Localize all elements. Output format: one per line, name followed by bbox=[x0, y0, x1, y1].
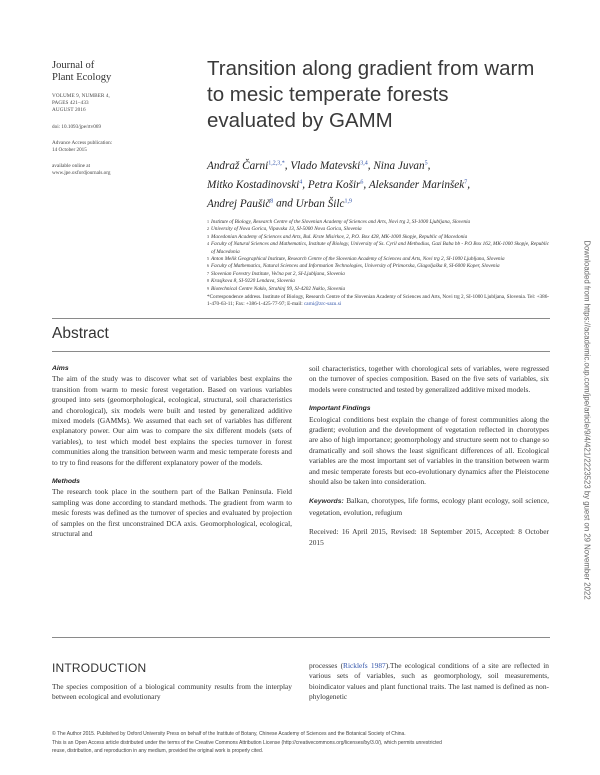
affiliations bbox=[207, 219, 552, 309]
abstract-heading-divider bbox=[52, 351, 550, 352]
affiliation-number: 1 bbox=[207, 219, 209, 224]
author bbox=[207, 198, 273, 210]
intro-right-pre: processes ( bbox=[309, 661, 344, 670]
author bbox=[296, 198, 352, 210]
journal-name-line2: Plant Ecology bbox=[52, 72, 112, 83]
correspondence-text: *Correspondence address. Institute of Biology, Research Centre of the Slovenian Academy of Sciences and Arts, Novi trg 2, SI-1000 Ljubljana, Slovenia. Tel: +386-1-470-63-11; Fax: +386-1-425-77-97; E-mail: bbox=[207, 294, 550, 308]
author-name: Petra Košir bbox=[307, 178, 361, 191]
methods-heading: Methods bbox=[52, 478, 80, 486]
author-separator: , bbox=[467, 178, 471, 191]
abstract-heading: Abstract bbox=[52, 325, 109, 342]
download-sidebar bbox=[580, 190, 594, 650]
affiliation bbox=[207, 226, 552, 233]
affiliation-text: Biotechnical Centre Naklo, Strahinj 99, SI-4202 Naklo, Slovenia bbox=[211, 285, 346, 292]
author-affiliation-marks[interactable]: 8 bbox=[270, 198, 274, 205]
aims-heading: Aims bbox=[52, 365, 69, 372]
introduction-right-text bbox=[309, 661, 549, 703]
issue-volume: VOLUME 9, NUMBER 4, bbox=[52, 93, 110, 99]
author-affiliation-marks[interactable]: 4 bbox=[299, 179, 303, 186]
author-name: Andrej Paušič bbox=[207, 198, 271, 211]
affiliation bbox=[207, 241, 552, 256]
author bbox=[369, 179, 467, 191]
author-separator: , bbox=[367, 159, 374, 172]
download-notice: Downloaded from https://academic.oup.com/jpe/article/9/4/421/2223523 by guest on 29 November 2022 bbox=[582, 240, 592, 600]
author-separator: , bbox=[427, 159, 431, 172]
author-affiliation-marks[interactable]: 1,2,3,* bbox=[268, 160, 285, 166]
keywords-text: Balkan, chorotypes, life forms, ecology plant ecology, soil science, vegetation, evolution, refugium bbox=[309, 496, 549, 517]
author-name: Mitko Kostadinovski bbox=[207, 178, 300, 191]
introduction-left-text: The species composition of a biological community results from the interplay between ecological and evolutionary bbox=[52, 682, 292, 702]
affiliation-number: 3 bbox=[207, 233, 209, 239]
author bbox=[373, 160, 427, 172]
affiliation-text: Faculty of Natural Sciences and Mathematics, Institute of Biology, University of Ss. Cyril and Methodius, Gazi Baba bb - P.O Box 162, MK-1000 Skopje, Republic of Macedonia bbox=[211, 241, 550, 255]
methods-continued: soil characteristics, together with chorological sets of variables, were regressed on the turnover of species composition. Based on the five sets of variables, six models were constructed and tested by generalized additive mixed models. bbox=[309, 364, 549, 394]
abstract-right-column bbox=[309, 364, 549, 548]
footer-line3: reuse, distribution, and reproduction in any medium, provided the original work is properly cited. bbox=[52, 748, 264, 755]
author bbox=[290, 160, 367, 172]
affiliation-number: 6 bbox=[207, 263, 209, 269]
issue-info bbox=[52, 93, 202, 115]
author-separator: , bbox=[302, 178, 308, 191]
author-affiliation-marks[interactable]: 6 bbox=[360, 179, 364, 186]
online-info bbox=[52, 163, 202, 177]
author-name: Aleksander Marinšek bbox=[368, 178, 465, 191]
affiliation-text: Faculty of Mathematics, Natural Sciences and Information Technologies, University of Primorska, Glagoljaška 8, SI-6000 Koper, Slovenia bbox=[211, 263, 500, 270]
affiliation-number: 4 bbox=[207, 241, 209, 247]
affiliation-text: University of Nova Gorica, Vipavska 13, SI-5000 Nova Gorica, Slovenia bbox=[211, 226, 362, 233]
received-dates: Received: 16 April 2015, Revised: 18 September 2015, Accepted: 8 October 2015 bbox=[309, 527, 549, 547]
intro-right-post: ).The ecological conditions of a site are reflected in various sets of variables, such as geomorphology, soil measurements, bioindicator values and plant functional traits. The last named is defined as non-phylogenetic bbox=[309, 661, 550, 702]
affiliation bbox=[207, 263, 552, 270]
article-title: Transition along gradient from warm to mesic temperate forests evaluated by GAMM bbox=[207, 57, 535, 132]
journal-url[interactable]: www.jpe.oxfordjournals.org bbox=[52, 170, 111, 177]
methods-text: The research took place in the southern part of the Balkan Peninsula. Field sampling was done according to standard methods. The gradient from warm to mesic forests was defined as the turnover of species and evaluated by projection of samples on the first unconstrained DCA axis. Geomorphological, ecological, structural and bbox=[52, 487, 292, 539]
affiliation-number: 7 bbox=[207, 270, 209, 276]
affiliation bbox=[207, 271, 552, 278]
issue-date: AUGUST 2016 bbox=[52, 107, 86, 114]
affiliation-number: 5 bbox=[207, 256, 209, 262]
author-separator: , bbox=[363, 178, 369, 191]
advance-access bbox=[52, 140, 202, 154]
correspondence-email[interactable]: carni@zrc-sazu.si bbox=[303, 301, 342, 308]
findings-heading: Important Findings bbox=[309, 405, 371, 413]
correspondence bbox=[207, 294, 552, 309]
author-separator: and bbox=[273, 198, 296, 211]
doi[interactable]: doi: 10.1093/jpe/rtv069 bbox=[52, 123, 101, 130]
journal-name-line1: Journal of bbox=[52, 60, 95, 71]
aims-text: The aim of the study was to discover what set of variables best explains the transition from warm to mesic forest vegetation. Based on various variables grouped into sets (geomorphological, ecological, structural, soil characteristics and chorological), six models were built and tested by generalized additive mixed models (GAMMs). We assumed that each set of variables has different explanatory power. Our aim was to compare the six different models (sets of variables), to test which model best explains the species turnover in forest communities along the transition between warm and mesic temperate forests and to try to find reasons for the different explanatory power of the models. bbox=[52, 374, 292, 467]
author-affiliation-marks[interactable]: 3,4 bbox=[360, 160, 368, 166]
online-label: available online at bbox=[52, 163, 91, 170]
affiliation bbox=[207, 286, 552, 293]
advance-date: 14 October 2015 bbox=[52, 147, 87, 154]
issue-pages: PAGES 421–433 bbox=[52, 100, 89, 107]
author-list bbox=[207, 155, 537, 213]
footer-line1: © The Author 2015. Published by Oxford University Press on behalf of the Institute of Botany, Chinese Academy of Sciences and the Botanical Society of China. bbox=[52, 731, 406, 737]
keywords-label: Keywords: bbox=[309, 498, 344, 506]
advance-label: Advance Access publication: bbox=[52, 139, 113, 146]
affiliation-text: Institute of Biology, Research Centre of the Slovenian Academy of Sciences and Arts, Novi trg 2, SI-1000 Ljubljana, Slovenia bbox=[211, 219, 471, 225]
affiliation-text: Anton Melik Geographical Institute, Research Centre of the Slovenian Academy of Sciences and Arts, Novi trg 2, SI-1000 Ljubljana, Slovenia bbox=[211, 256, 505, 263]
author bbox=[308, 179, 364, 191]
author-name: Urban Šilc bbox=[295, 198, 345, 211]
author-name: Andraž Čarni bbox=[207, 159, 269, 172]
journal-info bbox=[52, 60, 202, 178]
abstract-top-divider bbox=[52, 318, 550, 319]
author-affiliation-marks[interactable]: 7 bbox=[464, 179, 468, 186]
author-name: Nina Juvan bbox=[373, 159, 425, 172]
findings-text: Ecological conditions best explain the change of forest communities along the gradient; evolution and the development of vegetation reflected in chorotypes are also of high importance; geomorphology and structure seem not to change so dramatically and soil shows the least significant differences of all. Ecological variables are the most important set of variables in the transition between warm and mesic temperate forests but eco-evolutionary dynamics after the Pleistocene should also be taken into consideration. bbox=[309, 414, 549, 487]
keywords bbox=[309, 496, 549, 518]
affiliation-text: Krasjkova 8, SI-9220 Lendava, Slovenia bbox=[211, 278, 295, 285]
copyright-footer bbox=[52, 730, 550, 756]
author bbox=[207, 160, 285, 172]
affiliation-number: 8 bbox=[207, 278, 209, 284]
affiliation-number: 9 bbox=[207, 285, 209, 291]
abstract-bottom-divider bbox=[52, 637, 550, 638]
footer-line2: This is an Open Access article distributed under the terms of the Creative Commons Attribution License (http://creativecommons.org/licenses/by/3.0/), which permits unrestricted bbox=[52, 739, 442, 746]
introduction-heading: INTRODUCTION bbox=[52, 661, 147, 675]
citation-link[interactable]: Ricklefs 1987 bbox=[343, 661, 386, 670]
journal-name bbox=[52, 60, 202, 84]
affiliation bbox=[207, 278, 552, 285]
affiliation-text: Macedonian Academy of Sciences and Arts, Bul. Krste Misirkov, 2, P.O. Box 428, MK-1000 Skopje, Republic of Macedonia bbox=[211, 233, 468, 240]
author-affiliation-marks[interactable]: 5 bbox=[424, 160, 428, 166]
affiliation-text: Slovenian Forestry Institute, Večna pot 2, SI-Ljubljana, Slovenia bbox=[211, 270, 345, 277]
affiliation-number: 2 bbox=[207, 226, 209, 232]
author-affiliation-marks[interactable]: 1,9 bbox=[344, 198, 352, 205]
author-name: Vlado Matevski bbox=[290, 159, 361, 172]
author bbox=[207, 179, 302, 191]
author-separator: , bbox=[284, 159, 291, 172]
abstract-left-column bbox=[52, 364, 292, 540]
